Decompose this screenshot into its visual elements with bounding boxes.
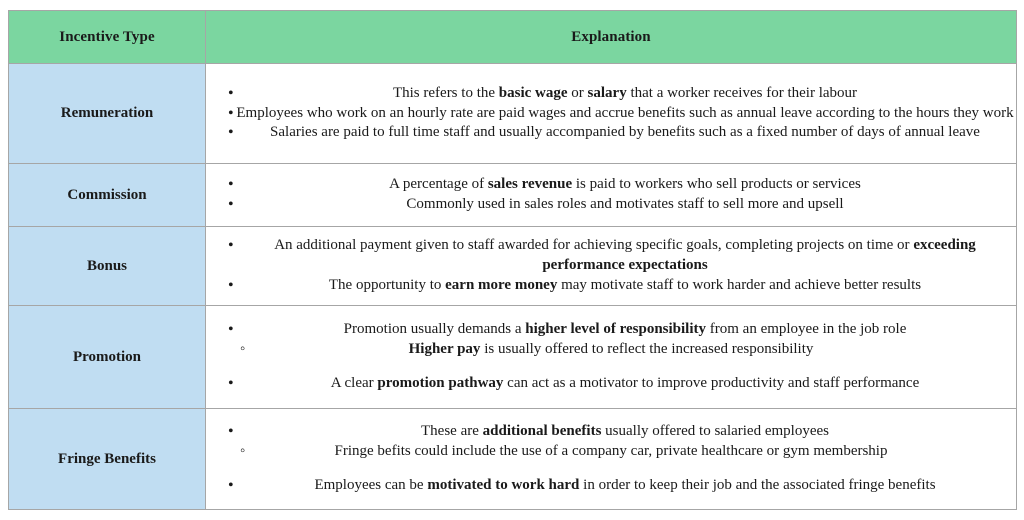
- table-row: [9, 409, 1017, 510]
- bullet-text: Fringe befits could include the use of a company car, private healthcare or gym membership: [334, 443, 888, 460]
- table-row: [9, 306, 1017, 409]
- bullet-list: [206, 84, 1016, 143]
- bullet-text: These are additional benefits usually offered to salaried employees: [421, 423, 829, 440]
- bullet-spacer: [206, 360, 1016, 374]
- bullet-text: Employees who work on an hourly rate are paid wages and accrue benefits such as annual leave according to the hours they work: [236, 104, 1014, 121]
- bold-run: higher level of responsibility: [525, 321, 706, 338]
- bullet-item: [206, 123, 1016, 143]
- bullet-text: The opportunity to earn more money may motivate staff to work harder and achieve better results: [328, 276, 922, 293]
- explanation-cell: [206, 64, 1017, 164]
- incentive-type-cell: Promotion: [9, 306, 206, 409]
- table-body: [9, 64, 1017, 510]
- bullet-text: An additional payment given to staff awarded for achieving specific goals, completing projects on time or exceeding performance expectations: [274, 237, 976, 274]
- bullet-item: [206, 104, 1016, 124]
- bold-run: earn more money: [445, 276, 558, 293]
- bullet-item: [206, 195, 1016, 215]
- column-header-incentive-type: Incentive Type: [9, 11, 206, 64]
- bullet-item: [206, 276, 1016, 296]
- bullet-list: [206, 236, 1016, 295]
- bullet-list: [206, 422, 1016, 495]
- table-row: [9, 64, 1017, 164]
- bullet-item: [206, 422, 1016, 442]
- column-header-explanation: Explanation: [206, 11, 1017, 64]
- bullet-item: [206, 320, 1016, 340]
- bold-run: exceeding performance expectations: [542, 237, 976, 274]
- bold-run: motivated to work hard: [427, 476, 580, 493]
- incentive-type-cell: Bonus: [9, 227, 206, 306]
- sub-bullet-item: [206, 442, 1016, 462]
- explanation-cell: [206, 227, 1017, 306]
- bold-run: salary: [587, 84, 627, 101]
- sub-bullet-item: [206, 340, 1016, 360]
- explanation-cell: [206, 164, 1017, 227]
- explanation-cell: [206, 409, 1017, 510]
- incentive-table-container: [8, 10, 1016, 510]
- bullet-item: [206, 374, 1016, 394]
- bullet-text: Employees can be motivated to work hard in order to keep their job and the associated fringe benefits: [314, 476, 936, 493]
- bullet-spacer: [206, 462, 1016, 476]
- header-row: [9, 11, 1017, 64]
- bullet-text: This refers to the basic wage or salary that a worker receives for their labour: [392, 84, 858, 101]
- bullet-item: [206, 84, 1016, 104]
- bullet-text: Salaries are paid to full time staff and usually accompanied by benefits such as a fixed number of days of annual leave: [270, 124, 980, 141]
- bullet-text: A clear promotion pathway can act as a motivator to improve productivity and staff performance: [330, 374, 920, 391]
- incentive-type-cell: Remuneration: [9, 64, 206, 164]
- bullet-list: [206, 175, 1016, 215]
- bullet-item: [206, 476, 1016, 496]
- bold-run: Higher pay: [408, 341, 481, 358]
- explanation-cell: [206, 306, 1017, 409]
- bold-run: sales revenue: [487, 176, 573, 193]
- bold-run: promotion pathway: [377, 374, 504, 391]
- bold-run: additional benefits: [482, 423, 602, 440]
- bullet-text: Commonly used in sales roles and motivates staff to sell more and upsell: [406, 196, 844, 212]
- incentive-type-cell: Fringe Benefits: [9, 409, 206, 510]
- bullet-item: [206, 236, 1016, 276]
- table-row: [9, 227, 1017, 306]
- sub-bullet-list: [206, 442, 1016, 462]
- sub-bullet-list: [206, 340, 1016, 360]
- bullet-item: [206, 175, 1016, 195]
- incentive-type-cell: Commission: [9, 164, 206, 227]
- bullet-text: Higher pay is usually offered to reflect the increased responsibility: [408, 341, 814, 358]
- bullet-text: A percentage of sales revenue is paid to workers who sell products or services: [389, 176, 861, 193]
- table-row: [9, 164, 1017, 227]
- table-header: [9, 11, 1017, 64]
- bold-run: basic wage: [498, 84, 568, 101]
- bullet-list: [206, 320, 1016, 393]
- incentive-table: [8, 10, 1017, 510]
- bullet-text: Promotion usually demands a higher level of responsibility from an employee in the job role: [343, 321, 907, 338]
